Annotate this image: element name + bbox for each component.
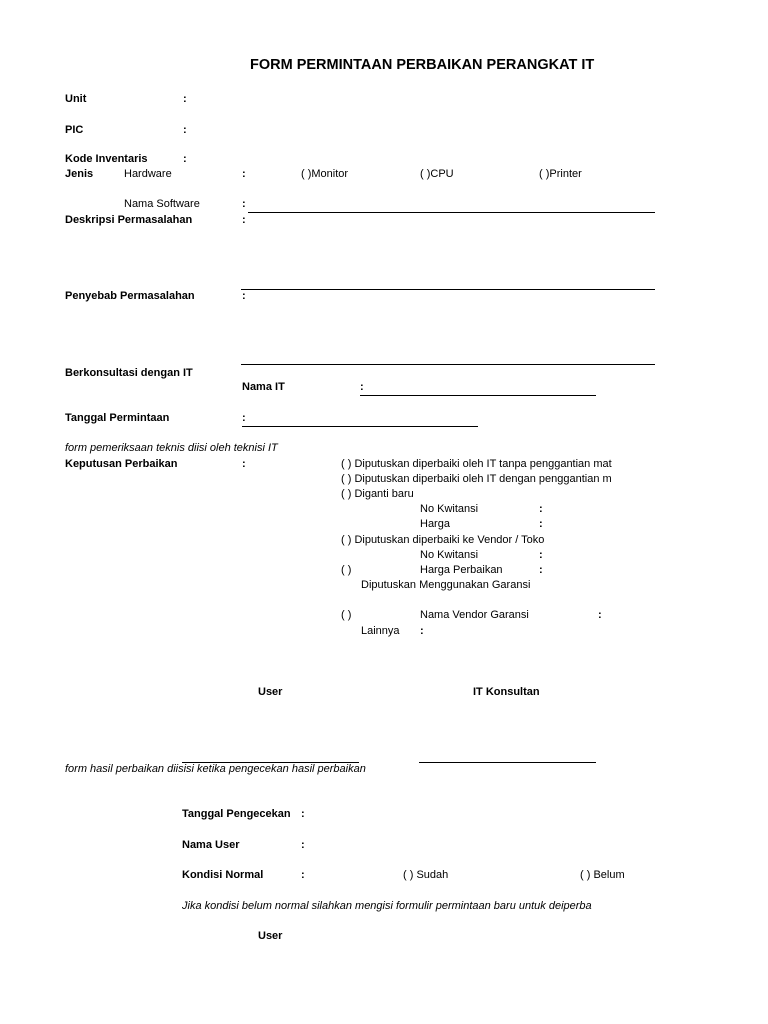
option-perbaiki-tanpa[interactable]: ( ) Diputuskan diperbaiki oleh IT tanpa penggantian mat — [341, 458, 612, 470]
hardware-label: Hardware — [124, 168, 172, 180]
no-kwitansi-2-label: No Kwitansi — [420, 549, 479, 561]
tanggal-pengecekan-label: Tanggal Pengecekan — [182, 808, 291, 820]
penyebab-label: Penyebab Permasalahan — [65, 290, 195, 302]
option-cpu[interactable]: ( )CPU — [420, 168, 454, 180]
keputusan-label: Keputusan Perbaikan — [65, 458, 178, 470]
option-lainnya-paren[interactable]: ( ) — [341, 609, 352, 621]
option-garansi-paren[interactable]: ( ) — [341, 564, 352, 576]
tanggal-permintaan-colon: : — [242, 412, 246, 424]
nama-it-label: Nama IT — [242, 381, 285, 393]
option-monitor[interactable]: ( )Monitor — [301, 168, 349, 180]
jenis-label: Jenis — [65, 168, 94, 180]
kode-inventaris-colon: : — [183, 153, 187, 165]
tanggal-permintaan-label: Tanggal Permintaan — [65, 412, 170, 424]
berkonsultasi-label: Berkonsultasi dengan IT — [65, 367, 193, 379]
pic-label: PIC — [65, 124, 84, 136]
keputusan-colon: : — [242, 458, 246, 470]
nama-vendor-garansi-label: Nama Vendor Garansi — [420, 609, 529, 621]
jika-note: Jika kondisi belum normal silahkan mengisi formulir permintaan baru untuk deiperba — [182, 900, 592, 912]
nama-it-colon: : — [360, 381, 364, 393]
hasil-user-label: User — [258, 930, 283, 942]
deskripsi-label: Deskripsi Permasalahan — [65, 214, 193, 226]
signature-it-konsultan-line[interactable] — [419, 762, 596, 763]
option-diganti-baru[interactable]: ( ) Diganti baru — [341, 488, 414, 500]
teknis-note: form pemeriksaan teknis diisi oleh teknisi IT — [65, 442, 278, 454]
nama-it-line[interactable] — [360, 395, 596, 396]
nama-vendor-garansi-colon: : — [598, 609, 602, 621]
penyebab-line[interactable] — [241, 364, 655, 365]
unit-label: Unit — [65, 93, 87, 105]
option-sudah[interactable]: ( ) Sudah — [403, 869, 449, 881]
tanggal-permintaan-line[interactable] — [242, 426, 478, 427]
kondisi-normal-label: Kondisi Normal — [182, 869, 264, 881]
hardware-colon: : — [242, 168, 246, 180]
option-printer[interactable]: ( )Printer — [539, 168, 582, 180]
unit-colon: : — [183, 93, 187, 105]
no-kwitansi-2-colon: : — [539, 549, 543, 561]
option-vendor[interactable]: ( ) Diputuskan diperbaiki ke Vendor / Toko — [341, 534, 545, 546]
signature-user-label: User — [258, 686, 283, 698]
garansi-label: Diputuskan Menggunakan Garansi — [361, 579, 531, 591]
signature-it-konsultan-label: IT Konsultan — [473, 686, 540, 698]
deskripsi-colon: : — [242, 214, 246, 226]
harga-label: Harga — [420, 518, 450, 530]
hasil-note: form hasil perbaikan diisisi ketika pengecekan hasil perbaikan — [65, 763, 366, 775]
deskripsi-line[interactable] — [241, 289, 655, 290]
form-title: FORM PERMINTAAN PERBAIKAN PERANGKAT IT — [250, 57, 595, 73]
nama-software-line[interactable] — [248, 212, 655, 213]
no-kwitansi-colon: : — [539, 503, 543, 515]
harga-colon: : — [539, 518, 543, 530]
kondisi-normal-colon: : — [301, 869, 305, 881]
tanggal-pengecekan-colon: : — [301, 808, 305, 820]
option-belum[interactable]: ( ) Belum — [580, 869, 625, 881]
harga-perbaikan-label: Harga Perbaikan — [420, 564, 503, 576]
nama-software-label: Nama Software — [124, 198, 200, 210]
harga-perbaikan-colon: : — [539, 564, 543, 576]
lainnya-colon: : — [420, 625, 424, 637]
pic-colon: : — [183, 124, 187, 136]
option-perbaiki-dengan[interactable]: ( ) Diputuskan diperbaiki oleh IT dengan penggantian m — [341, 473, 612, 485]
lainnya-label: Lainnya — [361, 625, 400, 637]
no-kwitansi-label: No Kwitansi — [420, 503, 479, 515]
nama-user-label: Nama User — [182, 839, 240, 851]
penyebab-colon: : — [242, 290, 246, 302]
nama-software-colon: : — [242, 198, 246, 210]
nama-user-colon: : — [301, 839, 305, 851]
kode-inventaris-label: Kode Inventaris — [65, 153, 148, 165]
